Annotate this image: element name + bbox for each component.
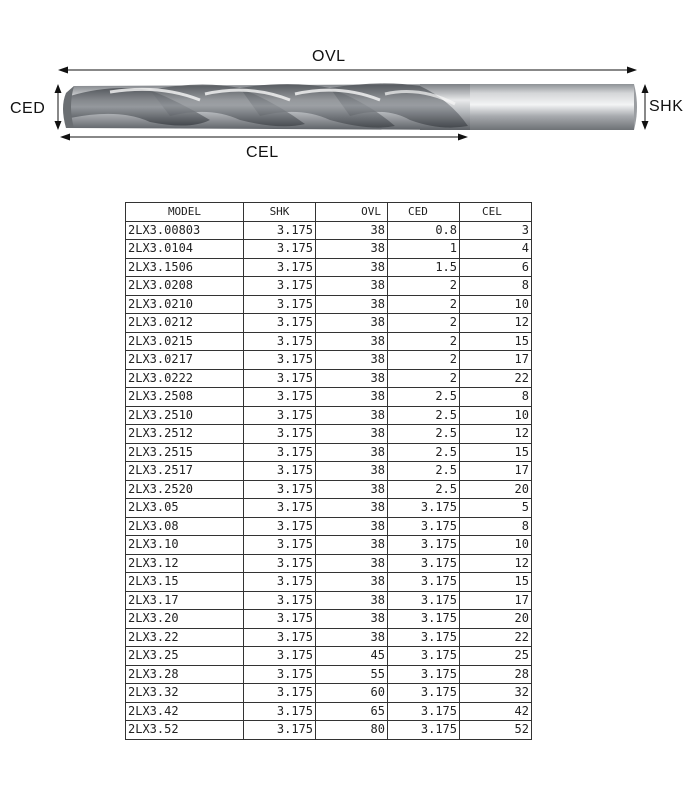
- cel-cell: 25: [460, 647, 532, 666]
- table-row: [126, 369, 532, 388]
- header-shk: SHK: [244, 203, 316, 222]
- header-ovl: OVL: [316, 203, 388, 222]
- table-row: [126, 295, 532, 314]
- table-row: [126, 425, 532, 444]
- cel-label: CEL: [246, 144, 279, 161]
- shk-cell: 3.175: [244, 499, 316, 518]
- cel-cell: 5: [460, 499, 532, 518]
- cel-cell: 4: [460, 240, 532, 259]
- shk-cell: 3.175: [244, 684, 316, 703]
- ovl-cell: 38: [316, 277, 388, 296]
- table-row: [126, 554, 532, 573]
- ced-cell: 3.175: [388, 665, 460, 684]
- ovl-cell: 38: [316, 240, 388, 259]
- shk-cell: 3.175: [244, 295, 316, 314]
- ovl-cell: 38: [316, 499, 388, 518]
- shk-cell: 3.175: [244, 517, 316, 536]
- model-cell: 2LX3.2510: [126, 406, 244, 425]
- shk-cell: 3.175: [244, 702, 316, 721]
- shk-cell: 3.175: [244, 591, 316, 610]
- ced-cell: 2.5: [388, 388, 460, 407]
- shk-cell: 3.175: [244, 665, 316, 684]
- ced-cell: 0.8: [388, 221, 460, 240]
- cel-cell: 17: [460, 351, 532, 370]
- ced-cell: 1: [388, 240, 460, 259]
- ced-cell: 2: [388, 332, 460, 351]
- header-ced: CED: [388, 203, 460, 222]
- model-cell: 2LX3.05: [126, 499, 244, 518]
- table-row: [126, 388, 532, 407]
- ovl-cell: 80: [316, 721, 388, 740]
- model-cell: 2LX3.0208: [126, 277, 244, 296]
- table-body: [126, 221, 532, 739]
- ced-dimension-arrow: [55, 84, 62, 130]
- shk-cell: 3.175: [244, 536, 316, 555]
- cel-cell: 20: [460, 480, 532, 499]
- model-cell: 2LX3.2508: [126, 388, 244, 407]
- cel-cell: 10: [460, 295, 532, 314]
- ovl-cell: 65: [316, 702, 388, 721]
- ced-cell: 2.5: [388, 462, 460, 481]
- shk-cell: 3.175: [244, 314, 316, 333]
- ced-cell: 3.175: [388, 591, 460, 610]
- cel-cell: 12: [460, 425, 532, 444]
- model-cell: 2LX3.0210: [126, 295, 244, 314]
- table-row: [126, 258, 532, 277]
- table-row: [126, 314, 532, 333]
- cel-cell: 6: [460, 258, 532, 277]
- shk-cell: 3.175: [244, 388, 316, 407]
- model-cell: 2LX3.2515: [126, 443, 244, 462]
- model-cell: 2LX3.20: [126, 610, 244, 629]
- cel-cell: 8: [460, 517, 532, 536]
- model-cell: 2LX3.10: [126, 536, 244, 555]
- ced-cell: 3.175: [388, 647, 460, 666]
- ced-cell: 2: [388, 277, 460, 296]
- ovl-cell: 38: [316, 332, 388, 351]
- ced-cell: 3.175: [388, 536, 460, 555]
- ced-cell: 3.175: [388, 554, 460, 573]
- table-row: [126, 240, 532, 259]
- ced-cell: 2: [388, 314, 460, 333]
- ovl-cell: 38: [316, 536, 388, 555]
- cel-cell: 10: [460, 406, 532, 425]
- cel-cell: 32: [460, 684, 532, 703]
- table-row: [126, 499, 532, 518]
- ovl-cell: 38: [316, 591, 388, 610]
- ovl-cell: 38: [316, 221, 388, 240]
- shk-cell: 3.175: [244, 443, 316, 462]
- ced-label: CED: [10, 100, 46, 117]
- ovl-cell: 38: [316, 425, 388, 444]
- cel-cell: 12: [460, 314, 532, 333]
- model-cell: 2LX3.22: [126, 628, 244, 647]
- shk-cell: 3.175: [244, 628, 316, 647]
- cel-cell: 15: [460, 332, 532, 351]
- model-cell: 2LX3.0215: [126, 332, 244, 351]
- ced-cell: 3.175: [388, 517, 460, 536]
- ced-cell: 3.175: [388, 684, 460, 703]
- model-cell: 2LX3.28: [126, 665, 244, 684]
- cel-cell: 15: [460, 573, 532, 592]
- ced-cell: 2.5: [388, 480, 460, 499]
- ced-cell: 2: [388, 369, 460, 388]
- cel-cell: 8: [460, 277, 532, 296]
- model-cell: 2LX3.2517: [126, 462, 244, 481]
- model-cell: 2LX3.2512: [126, 425, 244, 444]
- table-row: [126, 702, 532, 721]
- model-cell: 2LX3.08: [126, 517, 244, 536]
- model-cell: 2LX3.1506: [126, 258, 244, 277]
- table-row: [126, 406, 532, 425]
- cel-cell: 52: [460, 721, 532, 740]
- ovl-cell: 38: [316, 369, 388, 388]
- shk-cell: 3.175: [244, 258, 316, 277]
- model-cell: 2LX3.0222: [126, 369, 244, 388]
- table-row: [126, 517, 532, 536]
- model-cell: 2LX3.15: [126, 573, 244, 592]
- model-cell: 2LX3.0217: [126, 351, 244, 370]
- table-row: [126, 573, 532, 592]
- ovl-cell: 38: [316, 517, 388, 536]
- ced-cell: 3.175: [388, 610, 460, 629]
- ovl-cell: 38: [316, 554, 388, 573]
- shk-cell: 3.175: [244, 425, 316, 444]
- ovl-cell: 38: [316, 443, 388, 462]
- ced-cell: 3.175: [388, 721, 460, 740]
- ced-cell: 2: [388, 351, 460, 370]
- table-row: [126, 462, 532, 481]
- cel-cell: 17: [460, 462, 532, 481]
- ovl-cell: 38: [316, 628, 388, 647]
- ced-cell: 3.175: [388, 628, 460, 647]
- shk-cell: 3.175: [244, 480, 316, 499]
- shk-cell: 3.175: [244, 369, 316, 388]
- ovl-cell: 38: [316, 295, 388, 314]
- ced-cell: 3.175: [388, 573, 460, 592]
- table-header-row: [126, 203, 532, 222]
- header-cel: CEL: [460, 203, 532, 222]
- ovl-cell: 55: [316, 665, 388, 684]
- ced-cell: 3.175: [388, 499, 460, 518]
- ovl-label: OVL: [312, 48, 346, 65]
- model-cell: 2LX3.0212: [126, 314, 244, 333]
- table-row: [126, 536, 532, 555]
- model-cell: 2LX3.42: [126, 702, 244, 721]
- end-mill-drawing: [0, 0, 691, 180]
- shk-cell: 3.175: [244, 647, 316, 666]
- cel-dimension-arrow: [60, 134, 468, 141]
- shk-cell: 3.175: [244, 221, 316, 240]
- table-row: [126, 684, 532, 703]
- cel-cell: 15: [460, 443, 532, 462]
- shk-cell: 3.175: [244, 240, 316, 259]
- shk-cell: 3.175: [244, 573, 316, 592]
- table-row: [126, 443, 532, 462]
- ced-cell: 2: [388, 295, 460, 314]
- table-row: [126, 591, 532, 610]
- table-row: [126, 277, 532, 296]
- ovl-cell: 60: [316, 684, 388, 703]
- shk-cell: 3.175: [244, 351, 316, 370]
- table-row: [126, 221, 532, 240]
- table-row: [126, 647, 532, 666]
- model-cell: 2LX3.12: [126, 554, 244, 573]
- shk-cell: 3.175: [244, 610, 316, 629]
- table-row: [126, 665, 532, 684]
- ovl-cell: 38: [316, 351, 388, 370]
- ovl-cell: 38: [316, 480, 388, 499]
- shk-label: SHK: [649, 98, 684, 115]
- ced-cell: 1.5: [388, 258, 460, 277]
- cel-cell: 3: [460, 221, 532, 240]
- shk-cell: 3.175: [244, 554, 316, 573]
- ovl-cell: 38: [316, 573, 388, 592]
- ovl-cell: 38: [316, 610, 388, 629]
- ced-cell: 2.5: [388, 425, 460, 444]
- model-cell: 2LX3.00803: [126, 221, 244, 240]
- table-row: [126, 351, 532, 370]
- table-row: [126, 610, 532, 629]
- cel-cell: 42: [460, 702, 532, 721]
- spec-table: [125, 202, 532, 740]
- cel-cell: 22: [460, 628, 532, 647]
- table-row: [126, 628, 532, 647]
- shk-cell: 3.175: [244, 277, 316, 296]
- shk-dimension-arrow: [642, 84, 649, 130]
- header-model: MODEL: [126, 203, 244, 222]
- model-cell: 2LX3.32: [126, 684, 244, 703]
- ovl-cell: 45: [316, 647, 388, 666]
- ced-cell: 3.175: [388, 702, 460, 721]
- cel-cell: 10: [460, 536, 532, 555]
- ovl-cell: 38: [316, 406, 388, 425]
- model-cell: 2LX3.2520: [126, 480, 244, 499]
- model-cell: 2LX3.52: [126, 721, 244, 740]
- table-row: [126, 332, 532, 351]
- shk-cell: 3.175: [244, 462, 316, 481]
- ovl-cell: 38: [316, 388, 388, 407]
- cel-cell: 20: [460, 610, 532, 629]
- end-mill-illustration: [0, 0, 691, 180]
- table-row: [126, 480, 532, 499]
- cel-cell: 22: [460, 369, 532, 388]
- ovl-cell: 38: [316, 258, 388, 277]
- cel-cell: 12: [460, 554, 532, 573]
- cel-cell: 28: [460, 665, 532, 684]
- cel-cell: 8: [460, 388, 532, 407]
- ced-cell: 2.5: [388, 406, 460, 425]
- shk-cell: 3.175: [244, 721, 316, 740]
- table-row: [126, 721, 532, 740]
- cel-cell: 17: [460, 591, 532, 610]
- ced-cell: 2.5: [388, 443, 460, 462]
- model-cell: 2LX3.0104: [126, 240, 244, 259]
- tool-flutes: [63, 83, 470, 130]
- ovl-cell: 38: [316, 314, 388, 333]
- shk-cell: 3.175: [244, 406, 316, 425]
- ovl-cell: 38: [316, 462, 388, 481]
- model-cell: 2LX3.25: [126, 647, 244, 666]
- model-cell: 2LX3.17: [126, 591, 244, 610]
- ovl-dimension-arrow: [58, 67, 637, 74]
- shk-cell: 3.175: [244, 332, 316, 351]
